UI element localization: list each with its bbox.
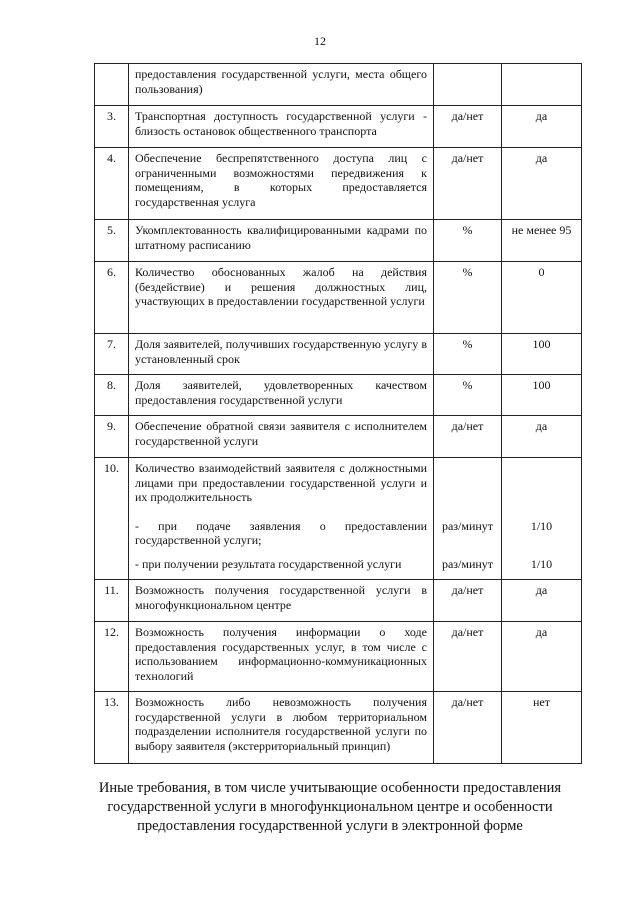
row-description: Возможность получения информации о ходе предоставления государственных услуг, в том числе с использованием информационно-коммуникационных технологий	[129, 622, 434, 692]
row-unit: да/нет	[434, 416, 502, 458]
row-number: 7.	[95, 334, 129, 375]
row-description: Возможность получения государственной услуги в многофункциональном центре	[129, 580, 434, 622]
row-description-main: Количество взаимодействий заявителя с должностными лицами при предоставлении государственной услуги и их продолжительность	[135, 461, 427, 504]
table-row	[95, 580, 582, 622]
row-description: Возможность либо невозможность получения государственной услуги в любом территориальном подразделении исполнителя государственной услуги по выбору заявителя (экстерриториальный принцип)	[129, 692, 434, 764]
row-unit: да/нет	[434, 622, 502, 692]
row-unit: %	[434, 262, 502, 334]
table-row	[95, 64, 582, 106]
row-description: Транспортная доступность государственной услуги - близость остановок общественного транспорта	[129, 106, 434, 148]
row-value: да	[502, 622, 582, 692]
row-subitem-submission-unit: раз/минут	[441, 519, 494, 533]
row-number: 12.	[95, 622, 129, 692]
row-description: Обеспечение беспрепятственного доступа лиц с ограниченными возможностями передвижения к помещениям, в которых предоставляется государственная услуга	[129, 148, 434, 220]
row-description: Доля заявителей, получивших государственную услугу в установленный срок	[129, 334, 434, 375]
row-number: 6.	[95, 262, 129, 334]
row-unit: %	[434, 334, 502, 375]
requirements-table	[94, 63, 582, 764]
row-unit: %	[434, 220, 502, 262]
row-description: Обеспечение обратной связи заявителя с исполнителем государственной услуги	[129, 416, 434, 458]
section-heading: Иные требования, в том числе учитывающие особенности предоставления государственной услуги в многофункциональном центре и особенности предоставления государственной услуги в электронной форме	[98, 780, 562, 834]
row-description: Количество обоснованных жалоб на действия (бездействие) и решения должностных лиц, участвующих в предоставлении государственной услуги	[129, 262, 434, 334]
row-value: да	[502, 580, 582, 622]
row-number: 9.	[95, 416, 129, 458]
row-unit	[434, 458, 502, 580]
row-number: 3.	[95, 106, 129, 148]
row-value: не менее 95	[502, 220, 582, 262]
row-number: 10.	[95, 458, 129, 580]
table-row	[95, 375, 582, 416]
row-value: да	[502, 106, 582, 148]
row-value: 100	[502, 334, 582, 375]
row-value: нет	[502, 692, 582, 764]
row-unit	[434, 64, 502, 106]
row-subitem-result-unit: раз/минут	[441, 556, 494, 571]
table-row	[95, 692, 582, 764]
row-number	[95, 64, 129, 106]
row-description: Укомплектованность квалифицированными кадрами по штатному расписанию	[129, 220, 434, 262]
table-row	[95, 622, 582, 692]
row-value: да	[502, 148, 582, 220]
table-row	[95, 262, 582, 334]
table-row	[95, 458, 582, 580]
row-value	[502, 64, 582, 106]
row-unit: да/нет	[434, 148, 502, 220]
row-description: предоставления государственной услуги, места общего пользования)	[129, 64, 434, 106]
row-value: да	[502, 416, 582, 458]
row-subitem-submission: - при подаче заявления о предоставлении государственной услуги;	[135, 518, 427, 547]
row-number: 11.	[95, 580, 129, 622]
row-unit: да/нет	[434, 692, 502, 764]
row-subitem-result-value: 1/10	[530, 556, 553, 571]
row-number: 5.	[95, 220, 129, 262]
table-row	[95, 416, 582, 458]
row-description: Доля заявителей, удовлетворенных качеством предоставления государственной услуги	[129, 375, 434, 416]
row-unit: %	[434, 375, 502, 416]
row-unit: да/нет	[434, 106, 502, 148]
row-subitem-result: - при получении результата государственной услуги	[135, 556, 402, 571]
row-unit: да/нет	[434, 580, 502, 622]
table-row	[95, 220, 582, 262]
row-value: 0	[502, 262, 582, 334]
row-value	[502, 458, 582, 580]
row-number: 8.	[95, 375, 129, 416]
row-description	[129, 458, 434, 580]
table-row	[95, 148, 582, 220]
row-subitem-submission-value: 1/10	[530, 519, 553, 533]
table-row	[95, 334, 582, 375]
table-row	[95, 106, 582, 148]
row-number: 13.	[95, 692, 129, 764]
row-value: 100	[502, 375, 582, 416]
row-number: 4.	[95, 148, 129, 220]
page-number: 12	[314, 34, 326, 48]
